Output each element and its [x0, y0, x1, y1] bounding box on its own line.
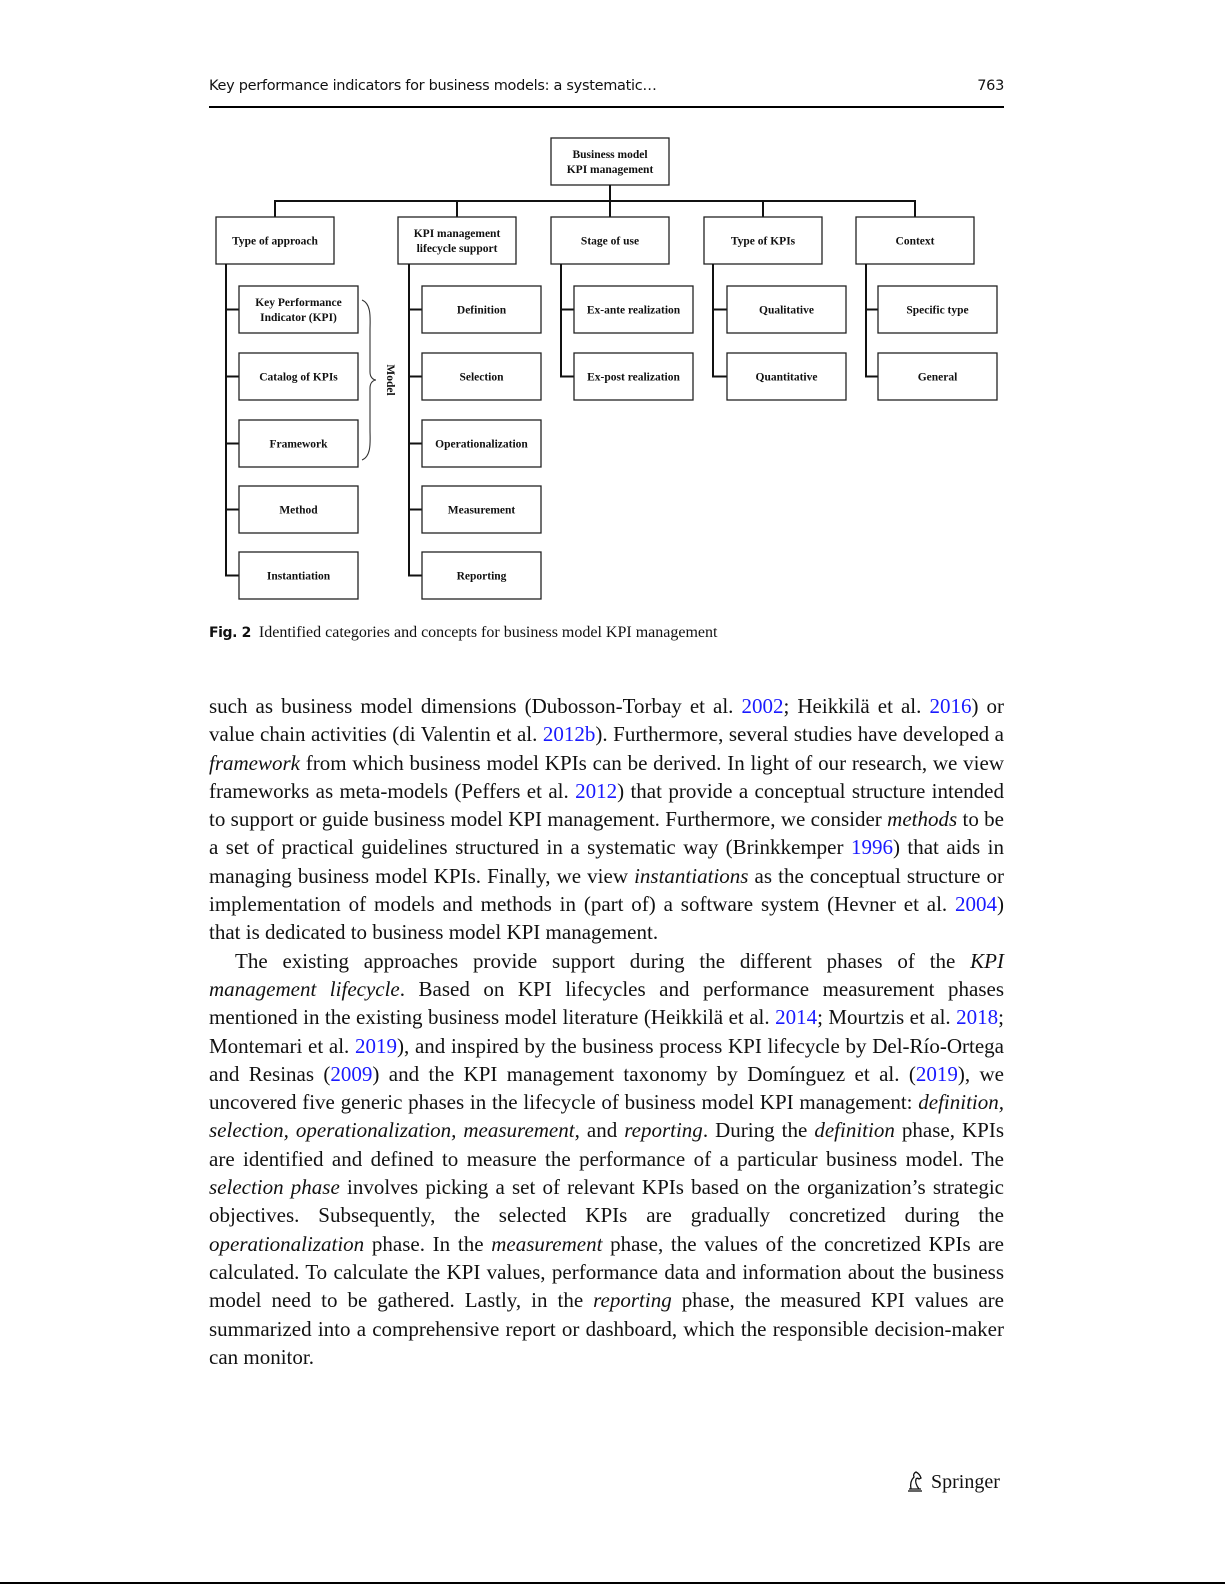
text-run: ; Mourtzis et al. — [817, 1005, 957, 1030]
child-node — [422, 552, 541, 599]
text-run: ) that provide a conceptual structure intended to support or guide business model KPI management. Furthermore, we consider — [209, 778, 1004, 832]
child-node-label: Ex-post realization — [587, 371, 680, 384]
child-node-label: Operationalization — [435, 438, 528, 451]
child-node — [239, 486, 358, 533]
text-run: as the conceptual structure or implementation of models and methods in (part of) a software system (Hevner et al. — [209, 863, 1004, 917]
child-node-label: Qualitative — [759, 304, 814, 317]
child-node — [422, 420, 541, 467]
category-node — [551, 217, 669, 264]
emphasis-text: framework — [209, 750, 300, 775]
root-node-label: Business model — [572, 149, 648, 161]
text-run: ) and the KPI management taxonomy by Domínguez et al. ( — [372, 1061, 916, 1086]
figure-caption-text: Identified categories and concepts for business model KPI management — [258, 624, 718, 641]
text-run: ; Montemari et al. — [209, 1005, 1004, 1058]
text-run: involves picking a set of relevant KPIs based on the organization’s strategic objectives. Subsequently, the selected KPIs are gradually concretized during the — [209, 1175, 1004, 1228]
child-node — [727, 286, 846, 333]
text-run: ) that aids in managing business model KPIs. Finally, we view — [209, 835, 1004, 888]
citation-year-link[interactable]: 2016 — [929, 694, 972, 718]
text-run: ) that is dedicated to business model KPI management. — [209, 892, 1004, 945]
emphasis-text: definition — [814, 1118, 895, 1143]
child-node — [239, 420, 358, 467]
category-node-label: Type of KPIs — [730, 235, 796, 248]
category-node — [704, 217, 822, 264]
springer-horse-logo-icon — [905, 1470, 925, 1492]
model-brace — [362, 300, 376, 460]
emphasis-text: reporting — [593, 1288, 672, 1313]
child-node — [239, 286, 358, 333]
child-node-label: Method — [279, 504, 318, 517]
emphasis-text: measurement — [491, 1231, 603, 1256]
category-node — [856, 217, 974, 264]
child-node-label: Catalog of KPIs — [259, 371, 338, 384]
citation-year-link[interactable]: 2018 — [956, 1005, 999, 1030]
child-node — [878, 353, 997, 400]
text-run: phase, the measured KPI values are summarized into a comprehensive report or dashboard, which the responsible decision-maker can monitor. — [209, 1288, 1004, 1369]
child-node-label: Specific type — [906, 304, 969, 317]
category-node — [216, 217, 334, 264]
root-node — [551, 138, 669, 185]
text-run: ), we uncovered five generic phases in the lifecycle of business model KPI management: — [209, 1061, 1004, 1115]
root-node-frame — [551, 138, 669, 185]
child-node-label: Instantiation — [266, 570, 331, 583]
text-run: phase. In the — [364, 1231, 492, 1256]
page-number: 763 — [977, 78, 1004, 94]
child-node-label: Selection — [459, 371, 504, 384]
child-node — [574, 286, 693, 333]
paragraph-2 — [209, 947, 1004, 1371]
child-node-label: Reporting — [456, 570, 507, 583]
child-node — [878, 286, 997, 333]
publisher-footer — [905, 1470, 1000, 1494]
text-run: to be a set of practical guidelines structured in a systematic way (Brinkkemper — [209, 807, 1004, 860]
category-node — [398, 217, 516, 264]
child-node — [727, 353, 846, 400]
emphasis-text: definition, selection, operationalization, measurement — [209, 1090, 1004, 1143]
child-node — [239, 552, 358, 599]
paragraph-1 — [209, 692, 1004, 947]
emphasis-text: operationalization — [209, 1231, 365, 1256]
model-brace-label: Model — [384, 364, 396, 396]
category-node-label: KPI management — [413, 228, 501, 240]
text-run: . During the — [702, 1118, 815, 1143]
text-run: ), and inspired by the business process KPI lifecycle by Del-Río-Ortega and Resinas ( — [209, 1033, 1004, 1086]
child-node-frame — [239, 286, 358, 333]
text-run: phase, the values of the concretized KPIs are calculated. To calculate the KPI values, performance data and information about the business model need to be gathered. Lastly, in the — [209, 1231, 1004, 1313]
category-node-label: Type of approach — [232, 235, 318, 248]
text-run: such as business model dimensions (Dubosson-Torbay et al. — [209, 694, 742, 718]
citation-year-link[interactable]: 2002 — [741, 694, 784, 718]
child-node — [574, 353, 693, 400]
child-node-label: Definition — [456, 304, 507, 317]
citation-year-link[interactable]: 2019 — [355, 1033, 397, 1058]
child-node-label: Indicator (KPI) — [260, 312, 337, 324]
category-node-label: lifecycle support — [416, 243, 498, 255]
text-run: , and — [574, 1118, 625, 1143]
child-node-label: Ex-ante realization — [586, 304, 681, 317]
child-node-label: Key Performance — [255, 297, 342, 309]
root-node-label: KPI management — [566, 164, 654, 176]
child-node — [422, 286, 541, 333]
figure-caption — [209, 624, 717, 642]
text-run: . Based on KPI lifecycles and performance measurement phases mentioned in the existing business model literature (Heikkilä et al. — [209, 976, 1005, 1030]
child-node-label: Framework — [269, 438, 328, 451]
text-run: ). Furthermore, several studies have developed a — [595, 722, 1004, 747]
child-node-label: Measurement — [447, 504, 516, 517]
text-run: phase, KPIs are identified and defined to measure the performance of a particular business model. The — [209, 1118, 1004, 1171]
emphasis-text: instantiations — [634, 863, 749, 888]
citation-year-link[interactable]: 2012b — [542, 722, 596, 747]
text-run: ; Heikkilä et al. — [783, 694, 930, 718]
citation-year-link[interactable]: 2009 — [330, 1061, 373, 1086]
emphasis-text: selection phase — [209, 1175, 340, 1200]
page-bottom-rule — [0, 1582, 1225, 1584]
child-node-label: General — [917, 371, 958, 384]
citation-year-link[interactable]: 2004 — [955, 892, 997, 917]
kpi-category-diagram — [0, 0, 1225, 620]
emphasis-text: methods — [887, 807, 958, 832]
category-node-label: Stage of use — [580, 235, 640, 248]
body-text — [209, 692, 1004, 1371]
citation-year-link[interactable]: 2019 — [915, 1061, 958, 1086]
figure-label: Fig. 2 — [209, 625, 251, 641]
child-node — [422, 486, 541, 533]
text-run: The existing approaches provide support during the different phases of the — [235, 948, 971, 973]
child-node — [239, 353, 358, 400]
category-node-label: Context — [895, 235, 935, 248]
citation-year-link[interactable]: 2012 — [575, 778, 618, 803]
emphasis-text: reporting — [624, 1118, 703, 1143]
citation-year-link[interactable]: 1996 — [850, 835, 893, 860]
publisher-name: Springer — [931, 1471, 1000, 1493]
text-run: from which business model KPIs can be derived. In light of our research, we view frameworks as meta-models (Peffers et al. — [209, 750, 1004, 803]
category-node-frame — [398, 217, 516, 264]
text-run: ) or value chain activities (di Valentin et al. — [209, 694, 1004, 747]
running-title: Key performance indicators for business models: a systematic… — [209, 78, 657, 94]
citation-year-link[interactable]: 2014 — [775, 1005, 818, 1030]
child-node-label: Quantitative — [755, 371, 818, 384]
emphasis-text: KPI management lifecycle — [209, 948, 1004, 1001]
child-node — [422, 353, 541, 400]
